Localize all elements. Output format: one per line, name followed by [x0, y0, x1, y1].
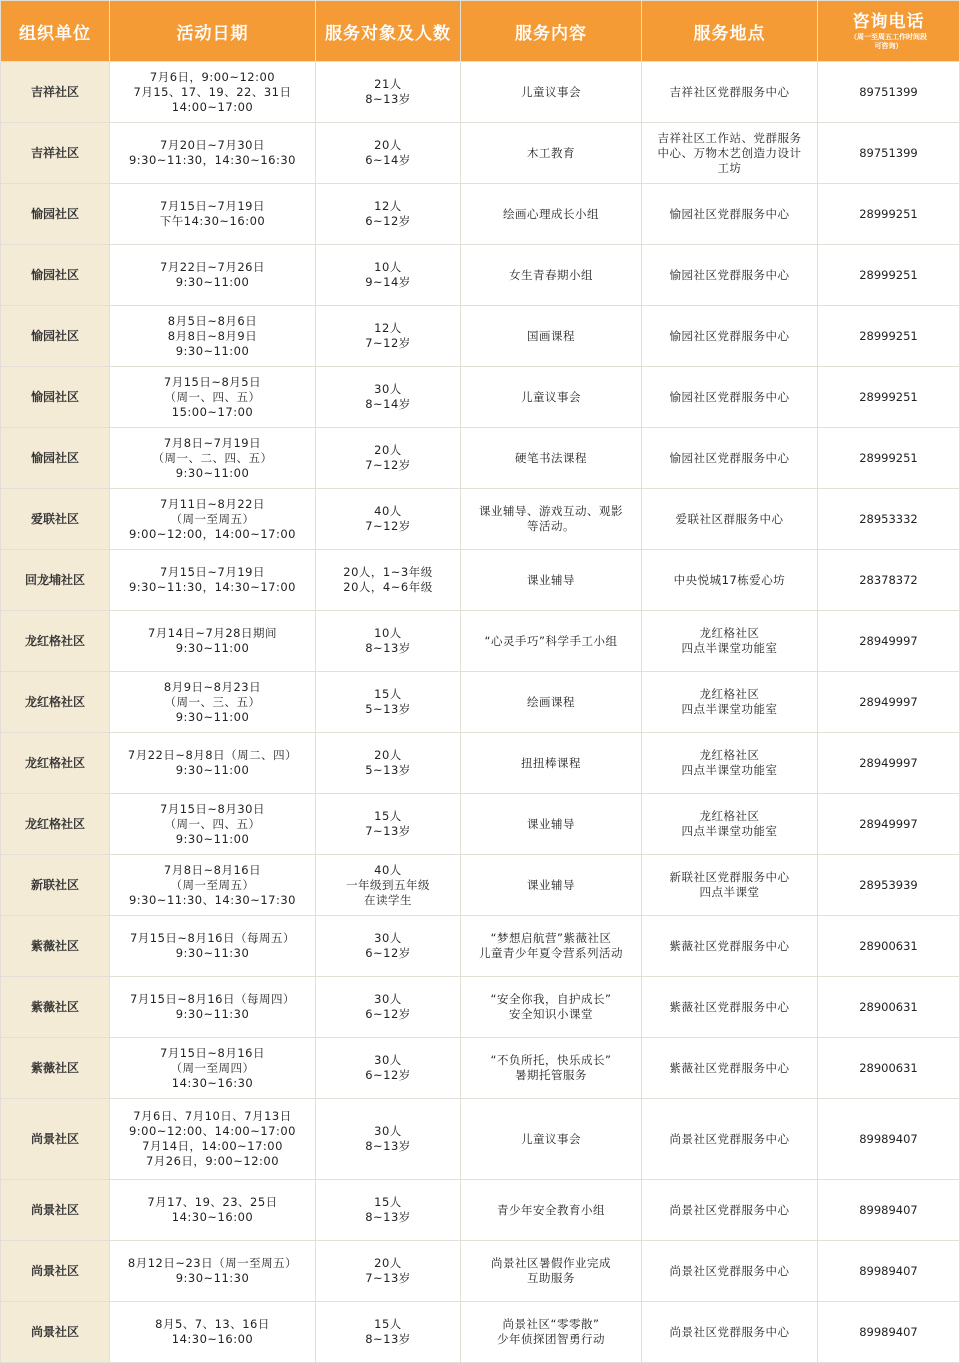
table-row: [1, 62, 960, 123]
date-cell: 7月17、19、23、25日 14:30~16:00: [110, 1180, 316, 1241]
location-cell: 中央悦城17栋爱心坊: [642, 550, 818, 611]
org-cell: 新联社区: [1, 855, 110, 916]
target-cell: 20人，1~3年级 20人，4~6年级: [316, 550, 461, 611]
target-cell: 15人 7~13岁: [316, 794, 461, 855]
target-cell: 40人 一年级到五年级 在读学生: [316, 855, 461, 916]
content-cell: 尚景社区“零零散” 少年侦探团智勇行动: [461, 1302, 642, 1363]
phone-cell: 28949997: [818, 794, 960, 855]
date-cell: 7月15日~7月19日 9:30~11:30，14:30~17:00: [110, 550, 316, 611]
org-cell: 爱联社区: [1, 489, 110, 550]
location-cell: 愉园社区党群服务中心: [642, 428, 818, 489]
location-cell: 新联社区党群服务中心 四点半课堂: [642, 855, 818, 916]
date-cell: 7月11日~8月22日 （周一至周五） 9:00~12:00，14:00~17:00: [110, 489, 316, 550]
content-cell: 课业辅导: [461, 550, 642, 611]
content-cell: 绘画课程: [461, 672, 642, 733]
location-cell: 愉园社区党群服务中心: [642, 367, 818, 428]
table-body: [1, 62, 960, 1363]
org-cell: 龙红格社区: [1, 611, 110, 672]
target-cell: 20人 7~13岁: [316, 1241, 461, 1302]
content-cell: 国画课程: [461, 306, 642, 367]
target-cell: 30人 6~12岁: [316, 977, 461, 1038]
date-cell: 8月5、7、13、16日 14:30~16:00: [110, 1302, 316, 1363]
header-location: 服务地点: [642, 1, 818, 62]
date-cell: 8月5日~8月6日 8月8日~8月9日 9:30~11:00: [110, 306, 316, 367]
org-cell: 龙红格社区: [1, 672, 110, 733]
header-date: 活动日期: [110, 1, 316, 62]
org-cell: 回龙埔社区: [1, 550, 110, 611]
phone-cell: 28999251: [818, 245, 960, 306]
org-cell: 紫薇社区: [1, 916, 110, 977]
date-cell: 7月15日~8月30日 （周一、四、五） 9:30~11:00: [110, 794, 316, 855]
table-row: [1, 794, 960, 855]
org-cell: 尚景社区: [1, 1302, 110, 1363]
phone-cell: 28999251: [818, 367, 960, 428]
content-cell: 绘画心理成长小组: [461, 184, 642, 245]
target-cell: 15人 8~13岁: [316, 1180, 461, 1241]
org-cell: 尚景社区: [1, 1180, 110, 1241]
content-cell: 硬笔书法课程: [461, 428, 642, 489]
table-row: [1, 1241, 960, 1302]
target-cell: 20人 5~13岁: [316, 733, 461, 794]
date-cell: 8月12日~23日（周一至周五） 9:30~11:30: [110, 1241, 316, 1302]
content-cell: 木工教育: [461, 123, 642, 184]
org-cell: 愉园社区: [1, 245, 110, 306]
header-phone-label: 咨询电话: [852, 12, 925, 32]
content-cell: 儿童议事会: [461, 1099, 642, 1180]
content-cell: 儿童议事会: [461, 367, 642, 428]
date-cell: 7月15日~8月16日 （周一至周四） 14:30~16:30: [110, 1038, 316, 1099]
phone-cell: 28953939: [818, 855, 960, 916]
content-cell: 课业辅导: [461, 794, 642, 855]
date-cell: 7月22日~7月26日 9:30~11:00: [110, 245, 316, 306]
target-cell: 30人 6~12岁: [316, 916, 461, 977]
target-cell: 10人 8~13岁: [316, 611, 461, 672]
table-row: [1, 611, 960, 672]
date-cell: 7月15日~8月16日（每周四） 9:30~11:30: [110, 977, 316, 1038]
location-cell: 尚景社区党群服务中心: [642, 1241, 818, 1302]
date-cell: 8月9日~8月23日 （周一、三、五） 9:30~11:00: [110, 672, 316, 733]
location-cell: 尚景社区党群服务中心: [642, 1180, 818, 1241]
phone-cell: 28999251: [818, 428, 960, 489]
target-cell: 12人 7~12岁: [316, 306, 461, 367]
date-cell: 7月15日~8月5日 （周一、四、五） 15:00~17:00: [110, 367, 316, 428]
location-cell: 龙红格社区 四点半课堂功能室: [642, 733, 818, 794]
target-cell: 30人 8~14岁: [316, 367, 461, 428]
target-cell: 20人 7~12岁: [316, 428, 461, 489]
phone-cell: 89989407: [818, 1180, 960, 1241]
location-cell: 紫薇社区党群服务中心: [642, 916, 818, 977]
location-cell: 龙红格社区 四点半课堂功能室: [642, 672, 818, 733]
phone-cell: 89751399: [818, 123, 960, 184]
org-cell: 紫薇社区: [1, 977, 110, 1038]
content-cell: “安全你我，自护成长” 安全知识小课堂: [461, 977, 642, 1038]
phone-cell: 28999251: [818, 306, 960, 367]
org-cell: 龙红格社区: [1, 733, 110, 794]
table-row: [1, 1302, 960, 1363]
date-cell: 7月15日~8月16日（每周五） 9:30~11:30: [110, 916, 316, 977]
header-phone-note: （周一至周五工作时间段 可咨询）: [850, 32, 927, 50]
content-cell: 课业辅导、游戏互动、观影 等活动。: [461, 489, 642, 550]
org-cell: 愉园社区: [1, 306, 110, 367]
content-cell: 尚景社区暑假作业完成 互助服务: [461, 1241, 642, 1302]
org-cell: 尚景社区: [1, 1099, 110, 1180]
phone-cell: 28949997: [818, 611, 960, 672]
table-row: [1, 367, 960, 428]
content-cell: 扭扭棒课程: [461, 733, 642, 794]
header-target: 服务对象及人数: [316, 1, 461, 62]
table-row: [1, 306, 960, 367]
table-row: [1, 550, 960, 611]
content-cell: “梦想启航营”紫薇社区 儿童青少年夏令营系列活动: [461, 916, 642, 977]
target-cell: 40人 7~12岁: [316, 489, 461, 550]
location-cell: 愉园社区党群服务中心: [642, 184, 818, 245]
table-header: [1, 1, 960, 62]
phone-cell: 89751399: [818, 62, 960, 123]
phone-cell: 89989407: [818, 1302, 960, 1363]
phone-cell: 28953332: [818, 489, 960, 550]
location-cell: 龙红格社区 四点半课堂功能室: [642, 611, 818, 672]
table-row: [1, 977, 960, 1038]
date-cell: 7月20日~7月30日 9:30~11:30，14:30~16:30: [110, 123, 316, 184]
table-row: [1, 916, 960, 977]
table-row: [1, 672, 960, 733]
date-cell: 7月22日~8月8日（周二、四） 9:30~11:00: [110, 733, 316, 794]
target-cell: 30人 6~12岁: [316, 1038, 461, 1099]
phone-cell: 28378372: [818, 550, 960, 611]
table-row: [1, 1099, 960, 1180]
phone-cell: 89989407: [818, 1241, 960, 1302]
phone-cell: 28900631: [818, 1038, 960, 1099]
table-row: [1, 489, 960, 550]
table-row: [1, 1180, 960, 1241]
phone-cell: 28949997: [818, 672, 960, 733]
org-cell: 吉祥社区: [1, 123, 110, 184]
org-cell: 尚景社区: [1, 1241, 110, 1302]
table-row: [1, 733, 960, 794]
content-cell: “心灵手巧”科学手工小组: [461, 611, 642, 672]
org-cell: 龙红格社区: [1, 794, 110, 855]
location-cell: 愉园社区党群服务中心: [642, 306, 818, 367]
table-row: [1, 123, 960, 184]
phone-cell: 89989407: [818, 1099, 960, 1180]
phone-cell: 28900631: [818, 977, 960, 1038]
location-cell: 紫薇社区党群服务中心: [642, 977, 818, 1038]
org-cell: 愉园社区: [1, 184, 110, 245]
org-cell: 愉园社区: [1, 367, 110, 428]
location-cell: 龙红格社区 四点半课堂功能室: [642, 794, 818, 855]
phone-cell: 28999251: [818, 184, 960, 245]
table-row: [1, 245, 960, 306]
table-row: [1, 184, 960, 245]
date-cell: 7月6日，9:00~12:00 7月15、17、19、22、31日 14:00~17:00: [110, 62, 316, 123]
location-cell: 爱联社区群服务中心: [642, 489, 818, 550]
date-cell: 7月8日~8月16日 （周一至周五） 9:30~11:30、14:30~17:30: [110, 855, 316, 916]
table-row: [1, 1038, 960, 1099]
location-cell: 愉园社区党群服务中心: [642, 245, 818, 306]
table-row: [1, 428, 960, 489]
location-cell: 尚景社区党群服务中心: [642, 1302, 818, 1363]
content-cell: 女生青春期小组: [461, 245, 642, 306]
phone-cell: 28949997: [818, 733, 960, 794]
header-content: 服务内容: [461, 1, 642, 62]
content-cell: 儿童议事会: [461, 62, 642, 123]
header-org: 组织单位: [1, 1, 110, 62]
target-cell: 10人 9~14岁: [316, 245, 461, 306]
date-cell: 7月8日~7月19日 （周一、二、四、五） 9:30~11:00: [110, 428, 316, 489]
header-phone: [818, 1, 960, 62]
target-cell: 15人 8~13岁: [316, 1302, 461, 1363]
content-cell: “不负所托，快乐成长” 暑期托管服务: [461, 1038, 642, 1099]
target-cell: 12人 6~12岁: [316, 184, 461, 245]
target-cell: 15人 5~13岁: [316, 672, 461, 733]
content-cell: 课业辅导: [461, 855, 642, 916]
location-cell: 吉祥社区党群服务中心: [642, 62, 818, 123]
content-cell: 青少年安全教育小组: [461, 1180, 642, 1241]
target-cell: 30人 8~13岁: [316, 1099, 461, 1180]
target-cell: 20人 6~14岁: [316, 123, 461, 184]
org-cell: 紫薇社区: [1, 1038, 110, 1099]
phone-cell: 28900631: [818, 916, 960, 977]
date-cell: 7月14日~7月28日期间 9:30~11:00: [110, 611, 316, 672]
location-cell: 紫薇社区党群服务中心: [642, 1038, 818, 1099]
location-cell: 尚景社区党群服务中心: [642, 1099, 818, 1180]
table-row: [1, 855, 960, 916]
target-cell: 21人 8~13岁: [316, 62, 461, 123]
org-cell: 吉祥社区: [1, 62, 110, 123]
date-cell: 7月15日~7月19日 下午14:30~16:00: [110, 184, 316, 245]
location-cell: 吉祥社区工作站、党群服务 中心、万物木艺创造力设计 工坊: [642, 123, 818, 184]
date-cell: 7月6日、7月10日、7月13日 9:00~12:00、14:00~17:00 7月14日，14:00~17:00 7月26日，9:00~12:00: [110, 1099, 316, 1180]
org-cell: 愉园社区: [1, 428, 110, 489]
